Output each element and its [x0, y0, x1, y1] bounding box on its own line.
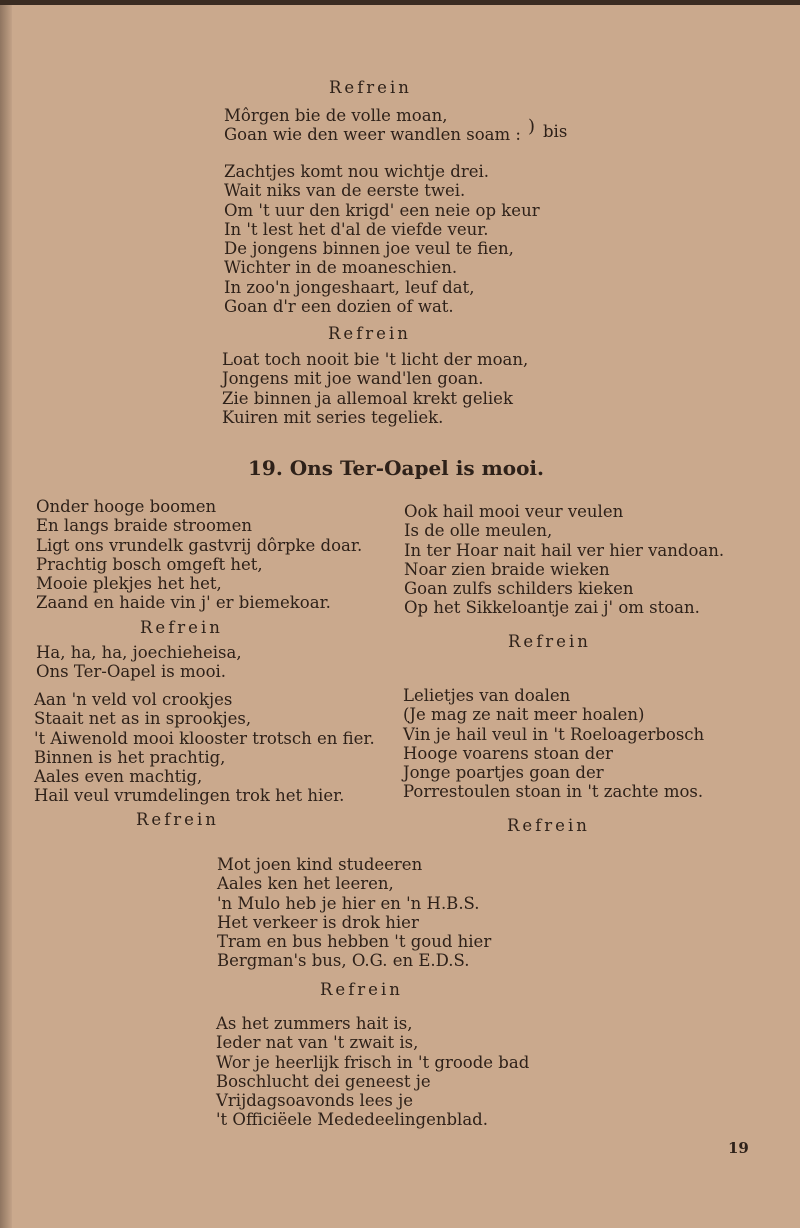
refrein-heading: Refrein [329, 78, 412, 97]
verse-stanza [224, 162, 540, 316]
verse-line: Wichter in de moaneschien. [224, 258, 458, 278]
verse-line: Aan 'n veld vol crookjes [34, 690, 233, 709]
verse-line: Noar zien braide wieken [404, 559, 610, 579]
verse-line: 'n Mulo heb je hier en 'n H.B.S. [217, 893, 480, 913]
verse-line: Bergman's bus, O.G. en E.D.S. [217, 951, 470, 971]
verse-line: 't Officiëele Mededeelingenblad. [216, 1110, 488, 1130]
verse-line: Loat toch nooit bie 't licht der moan, [222, 350, 529, 369]
verse-line: In 't lest het d'al de viefde veur. [224, 219, 489, 239]
verse-stanza [36, 497, 362, 613]
verse-line: Ligt ons vrundelk gastvrij dôrpke doar. [36, 535, 363, 555]
verse-line: Lelietjes van doalen [403, 686, 571, 705]
verse-line: Op het Sikkeloantje zai j' om stoan. [404, 598, 700, 618]
verse-line: Zachtjes komt nou wichtje drei. [224, 162, 490, 181]
verse-line: Môrgen bie de volle moan, [224, 106, 448, 125]
verse-line: Aales ken het leeren, [217, 874, 394, 894]
verse-line: Prachtig bosch omgeft het, [36, 554, 263, 574]
verse-stanza [34, 690, 375, 806]
verse-stanza [222, 350, 528, 427]
verse-line: Jonge poartjes goan der [403, 763, 604, 783]
verse-line: Staait net as in sprookjes, [34, 709, 252, 729]
verse-line: Hooge voarens stoan der [403, 743, 613, 763]
verse-line: Wait niks van de eerste twei. [224, 181, 466, 201]
verse-line: Zaand en haide vin j' er biemekoar. [36, 593, 331, 613]
verse-stanza [216, 1014, 529, 1130]
verse-line: Mooie plekjes het het, [36, 574, 222, 594]
verse-line: De jongens binnen joe veul te fien, [224, 239, 514, 259]
refrein-heading: Refrein [320, 980, 403, 999]
bis-label: bis [543, 122, 568, 141]
verse-line: Vin je hail veul in 't Roeloagerbosch [403, 724, 705, 744]
verse-stanza [404, 502, 724, 618]
verse-line: Binnen is het prachtig, [34, 747, 226, 767]
verse-line: Ook hail mooi veur veulen [404, 502, 624, 521]
verse-line: 't Aiwenold mooi klooster trotsch en fier. [34, 728, 375, 748]
verse-line: In ter Hoar nait hail ver hier vandoan. [404, 540, 725, 560]
verse-line: En langs braide stroomen [36, 516, 252, 536]
verse-line: Vrijdagsoavonds lees je [216, 1091, 413, 1111]
verse-line: Porrestoulen stoan in 't zachte mos. [403, 782, 704, 802]
verse-line: Hail veul vrumdelingen trok het hier. [34, 786, 345, 806]
verse-line: Goan zulfs schilders kieken [404, 579, 634, 599]
song-title: 19. Ons Ter-Oapel is mooi. [248, 456, 544, 480]
refrain-lines [224, 106, 521, 145]
verse-line: As het zummers hait is, [216, 1014, 413, 1033]
verse-line: Tram en bus hebben 't goud hier [217, 932, 492, 952]
verse-line: Jongens mit joe wand'len goan. [222, 369, 484, 389]
verse-line: Boschlucht dei geneest je [216, 1071, 431, 1091]
page-number: 19 [728, 1139, 749, 1157]
verse-stanza [403, 686, 704, 802]
verse-line: Ons Ter-Oapel is mooi. [36, 662, 227, 682]
verse-line: Om 't uur den krigd' een neie op keur [224, 200, 540, 220]
verse-line: Goan wie den weer wandlen soam : [224, 125, 521, 145]
verse-line: Is de olle meulen, [404, 521, 553, 541]
refrein-heading: Refrein [140, 618, 223, 637]
verse-line: Ieder nat van 't zwait is, [216, 1033, 419, 1053]
verse-line: Mot joen kind studeeren [217, 855, 423, 874]
verse-line: Goan d'r een dozien of wat. [224, 297, 454, 317]
refrein-heading: Refrein [507, 816, 590, 835]
verse-stanza [217, 855, 491, 971]
verse-line: Aales even machtig, [34, 767, 203, 787]
refrein-heading: Refrein [508, 632, 591, 651]
verse-line: Ha, ha, ha, joechieheisa, [36, 643, 242, 662]
bis-brace: ) [528, 116, 536, 137]
verse-line: Wor je heerlijk frisch in 't groode bad [216, 1052, 530, 1072]
verse-line: Kuiren mit series tegeliek. [222, 407, 444, 427]
verse-line: (Je mag ze nait meer hoalen) [403, 705, 645, 725]
refrein-heading: Refrein [328, 324, 411, 343]
chorus [36, 643, 242, 682]
verse-line: Het verkeer is drok hier [217, 912, 419, 932]
refrein-heading: Refrein [136, 810, 219, 829]
verse-line: In zoo'n jongeshaart, leuf dat, [224, 277, 475, 297]
verse-line: Zie binnen ja allemoal krekt geliek [222, 388, 513, 408]
verse-line: Onder hooge boomen [36, 497, 217, 516]
